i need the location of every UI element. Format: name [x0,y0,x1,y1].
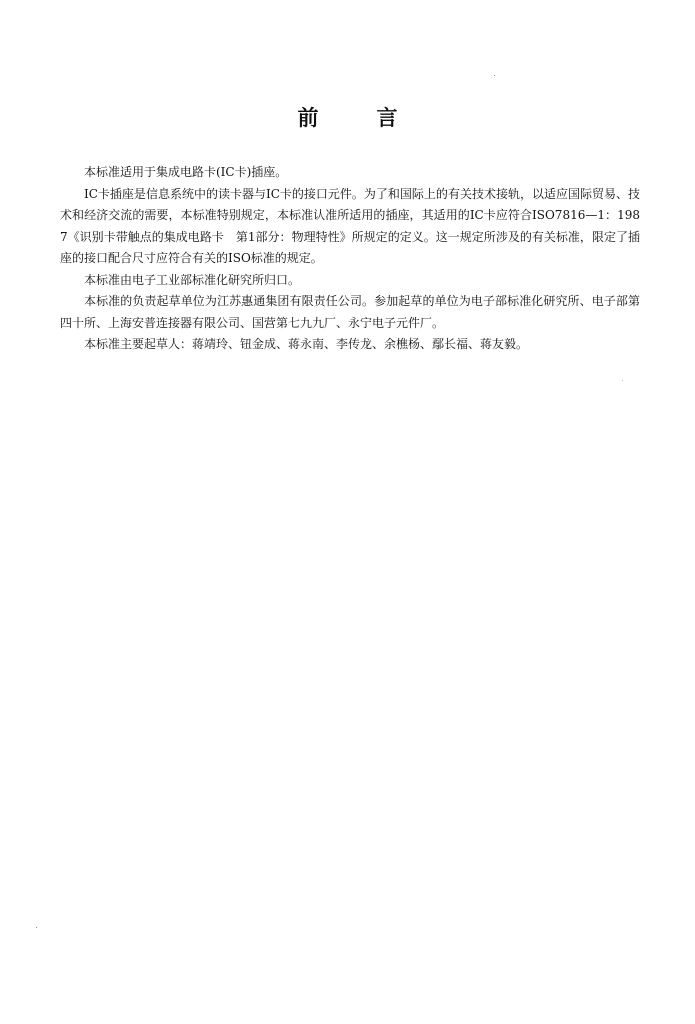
scan-speck [622,380,623,381]
paragraph-drafters: 本标准主要起草人：蒋靖玲、钮金成、蒋永南、李传龙、余樵杨、鄢长福、蒋友毅。 [84,337,529,351]
paragraph-drafting-units: 本标准的负责起草单位为江苏惠通集团有限责任公司。参加起草的单位为电子部标准化研究所、电子部第四十所、上海安普连接器有限公司、国营第七九九厂、永宁电子元件厂。 [60,294,640,330]
foreword-body [60,162,640,356]
scan-speck [36,927,37,928]
scan-speck [494,75,495,76]
paragraph-purpose: IC卡插座是信息系统中的读卡器与IC卡的接口元件。为了和国际上的有关技术接轨，以适应国际贸易、技术和经济交流的需要，本标准特别规定，本标准认准所适用的插座，其适用的IC卡应符合ISO7816—1：1987《识别卡带触点的集成电路卡 第1部分：物理特性》所规定的定义。这一规定所涉及的有关标准，限定了插座的接口配合尺寸应符合有关的ISO标准的规定。 [60,186,640,265]
page-title: 前言 [297,106,456,130]
paragraph-scope: 本标准适用于集成电路卡(IC卡)插座。 [84,165,288,179]
paragraph-authority: 本标准由电子工业部标准化研究所归口。 [84,272,301,287]
